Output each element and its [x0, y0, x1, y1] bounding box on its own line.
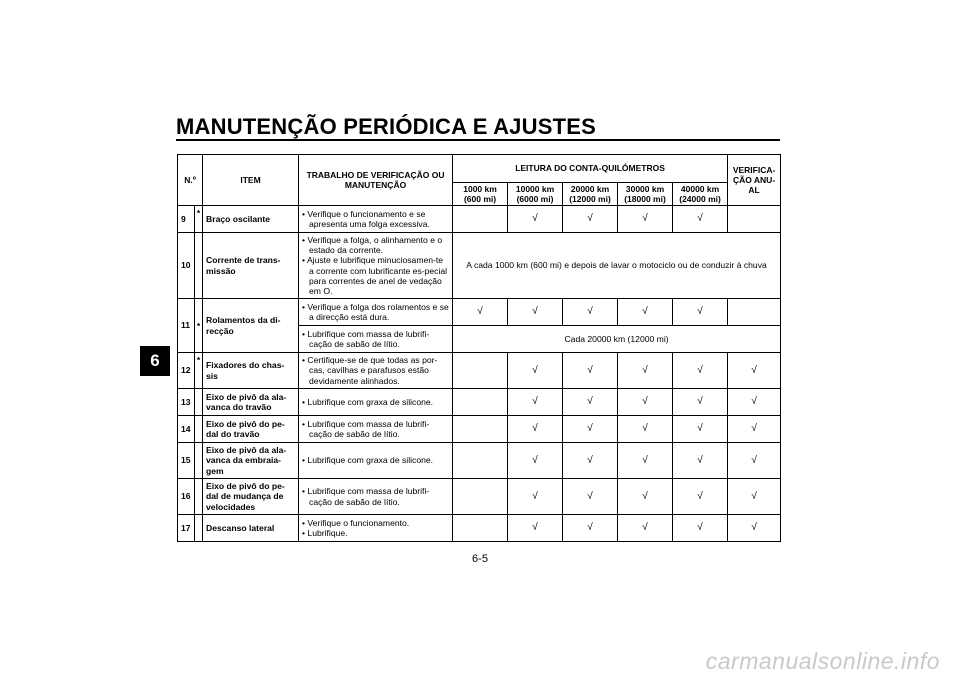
check-cell: √ [508, 479, 563, 515]
check-cell: √ [563, 515, 618, 542]
check-cell: √ [673, 299, 728, 326]
check-cell: √ [563, 353, 618, 389]
check-cell: √ [673, 479, 728, 515]
row-item: Eixo de pivô do pe-dal de mudança de velocidades [203, 479, 299, 515]
check-cell: √ [508, 389, 563, 416]
table-row [178, 389, 781, 416]
check-cell [453, 206, 508, 233]
row-number: 13 [178, 389, 195, 416]
row-star [195, 479, 203, 515]
check-cell: √ [508, 515, 563, 542]
table-row [178, 479, 781, 515]
table-row [178, 233, 781, 299]
table-row [178, 443, 781, 479]
check-cell: √ [508, 299, 563, 326]
row-work: • Lubrifique com massa de lubrifi-cação de sabão de lítio. [299, 416, 453, 443]
row-star [195, 515, 203, 542]
check-cell: √ [508, 353, 563, 389]
row-work: • Verifique a folga dos rolamentos e se a direcção está dura. [299, 299, 453, 326]
row-work: • Verifique o funcionamento e se apresenta uma folga excessiva. [299, 206, 453, 233]
row-number: 16 [178, 479, 195, 515]
check-cell: √ [563, 206, 618, 233]
chapter-tab: 6 [140, 346, 170, 376]
header-no: N.º [178, 155, 203, 206]
interval-span-text: Cada 20000 km (12000 mi) [453, 326, 781, 353]
row-number: 14 [178, 416, 195, 443]
table-row [178, 515, 781, 542]
check-cell [453, 416, 508, 443]
row-item: Eixo de pivô da ala-vanca do travão [203, 389, 299, 416]
header-interval: 1000 km (600 mi) [453, 183, 508, 206]
row-number: 11 [178, 299, 195, 353]
check-cell [728, 206, 781, 233]
header-work: TRABALHO DE VERIFICAÇÃO OU MANUTENÇÃO [299, 155, 453, 206]
check-cell: √ [508, 443, 563, 479]
header-interval: 40000 km (24000 mi) [673, 183, 728, 206]
row-number: 17 [178, 515, 195, 542]
row-star: * [195, 299, 203, 353]
check-cell: √ [618, 389, 673, 416]
check-cell: √ [453, 299, 508, 326]
check-cell: √ [728, 479, 781, 515]
check-cell: √ [618, 206, 673, 233]
row-work: • Verifique o funcionamento. • Lubrifique. [299, 515, 453, 542]
row-star [195, 389, 203, 416]
table-row [178, 299, 781, 326]
header-interval: 20000 km (12000 mi) [563, 183, 618, 206]
check-cell: √ [673, 389, 728, 416]
check-cell: √ [618, 515, 673, 542]
row-item: Eixo de pivô da ala-vanca da embraia-gem [203, 443, 299, 479]
check-cell [453, 479, 508, 515]
header-odometer: LEITURA DO CONTA-QUILÓMETROS [453, 155, 728, 183]
row-item: Rolamentos da di-recção [203, 299, 299, 353]
header-item: ITEM [203, 155, 299, 206]
check-cell: √ [508, 416, 563, 443]
check-cell: √ [563, 299, 618, 326]
row-work: • Lubrifique com massa de lubrifi-cação de sabão de lítio. [299, 479, 453, 515]
check-cell: √ [673, 443, 728, 479]
row-work: • Lubrifique com massa de lubrifi-cação de sabão de lítio. [299, 326, 453, 353]
row-number: 15 [178, 443, 195, 479]
row-item: Eixo de pivô do pe-dal do travão [203, 416, 299, 443]
table-row [178, 353, 781, 389]
check-cell: √ [563, 443, 618, 479]
check-cell: √ [563, 416, 618, 443]
check-cell: √ [618, 443, 673, 479]
table-row [178, 206, 781, 233]
row-number: 12 [178, 353, 195, 389]
row-star: * [195, 206, 203, 233]
page-title: MANUTENÇÃO PERIÓDICA E AJUSTES [176, 114, 596, 139]
row-work: • Lubrifique com graxa de silicone. [299, 443, 453, 479]
check-cell: √ [728, 353, 781, 389]
check-cell: √ [673, 353, 728, 389]
row-item: Braço oscilante [203, 206, 299, 233]
title-underline [176, 139, 780, 141]
row-number: 10 [178, 233, 195, 299]
interval-span-text: A cada 1000 km (600 mi) e depois de lavar o motociclo ou de conduzir à chuva [453, 233, 781, 299]
check-cell: √ [618, 299, 673, 326]
check-cell: √ [728, 515, 781, 542]
header-annual: VERIFICA-ÇÃO ANU-AL [728, 155, 781, 206]
check-cell: √ [618, 479, 673, 515]
page-number: 6-5 [472, 553, 488, 565]
row-star [195, 233, 203, 299]
row-item: Descanso lateral [203, 515, 299, 542]
check-cell: √ [618, 353, 673, 389]
header-interval: 30000 km (18000 mi) [618, 183, 673, 206]
row-work: • Certifique-se de que todas as por-cas, cavilhas e parafusos estão devidamente alinhados. [299, 353, 453, 389]
table-row [178, 416, 781, 443]
check-cell: √ [563, 389, 618, 416]
check-cell [453, 443, 508, 479]
check-cell: √ [728, 443, 781, 479]
check-cell: √ [508, 206, 563, 233]
row-work: • Lubrifique com graxa de silicone. [299, 389, 453, 416]
header-interval: 10000 km (6000 mi) [508, 183, 563, 206]
check-cell [728, 299, 781, 326]
check-cell: √ [673, 416, 728, 443]
check-cell [453, 353, 508, 389]
check-cell [453, 515, 508, 542]
check-cell: √ [728, 416, 781, 443]
check-cell: √ [618, 416, 673, 443]
maintenance-table [177, 154, 781, 542]
check-cell [453, 389, 508, 416]
check-cell: √ [673, 515, 728, 542]
check-cell: √ [673, 206, 728, 233]
row-number: 9 [178, 206, 195, 233]
check-cell: √ [563, 479, 618, 515]
row-star [195, 443, 203, 479]
row-work: • Verifique a folga, o alinhamento e o estado da corrente. • Ajuste e lubrifique minuciosamen-te a corrente com lubrificante es-pecial para correntes de anel de vedação em O. [299, 233, 453, 299]
row-star: * [195, 353, 203, 389]
check-cell: √ [728, 389, 781, 416]
row-item: Corrente de trans-missão [203, 233, 299, 299]
row-item: Fixadores do chas-sis [203, 353, 299, 389]
watermark: carmanualsonline.info [705, 648, 940, 674]
row-star [195, 416, 203, 443]
